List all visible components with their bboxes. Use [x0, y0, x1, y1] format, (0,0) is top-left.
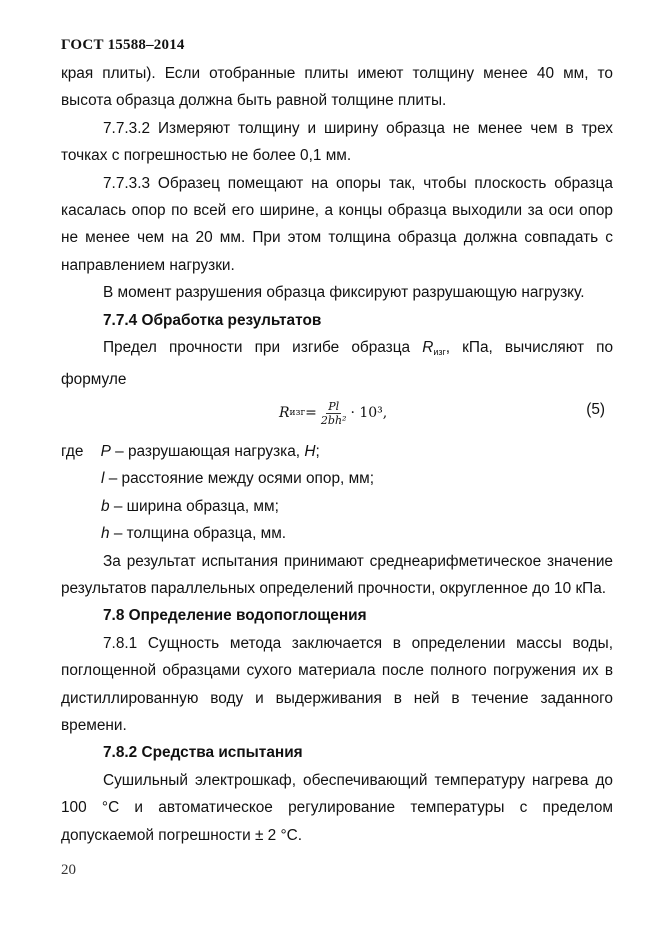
formula-number: (5) [586, 400, 605, 418]
intro-text-end: , кПа, вычисляют по формуле [61, 339, 613, 389]
page-header: ГОСТ 15588–2014 [61, 37, 185, 53]
intro-text: Предел прочности при изгибе образца [103, 339, 411, 357]
formula-numerator: Pl [328, 400, 340, 414]
formula-fraction [321, 400, 347, 427]
definition-h [61, 520, 613, 547]
formula-block [61, 394, 613, 438]
definition-l [61, 465, 613, 492]
formula-equals: = [305, 404, 317, 421]
def-symbol-p: P [100, 442, 111, 460]
section-heading-7-8-2: 7.8.2 Средства испытания [103, 744, 303, 762]
paragraph-strength-formula-intro [61, 334, 613, 394]
paragraph-7-7-3-3: 7.7.3.3 Образец помещают на опоры так, чтобы плоскость образца касалась опор по всей его ширине, а концы образца выходили за оси опор не менее чем на 20 мм. При этом толщина образца должна совпадать с направлением нагрузки. [61, 174, 613, 274]
paragraph-7-8-1: 7.8.1 Сущность метода заключается в определении массы воды, поглощенной образцами сухого материала после полного погружения их в дистиллированную воду и выдерживания в ней в течение заданного времени. [61, 634, 613, 734]
def-text-b: – ширина образца, мм; [109, 497, 279, 515]
symbol-r: R [422, 339, 434, 357]
symbol-r-subscript: изг [433, 347, 446, 358]
formula-denominator: 2bh² [320, 414, 347, 428]
def-symbol-b: b [101, 497, 110, 515]
where-label: где [61, 442, 84, 460]
def-unit-p: Н [304, 442, 316, 460]
formula-comma: , [382, 404, 388, 421]
def-text-h: – толщина образца, мм. [109, 525, 287, 543]
formula-multiplier: · 10³ [350, 404, 383, 421]
paragraph-7-7-3-2: 7.7.3.2 Измеряют толщину и ширину образца не менее чем в трех точках с погрешностью не более 0,1 мм. [61, 119, 613, 165]
def-symbol-h: h [101, 525, 110, 543]
def-symbol-l: l [101, 470, 105, 488]
definition-p [61, 438, 613, 465]
section-heading-7-8: 7.8 Определение водопоглощения [103, 607, 367, 625]
paragraph-continuation: края плиты). Если отобранные плиты имеют толщину менее 40 мм, то высота образца должна быть равной толщине плиты. [61, 65, 613, 110]
paragraph-result: За результат испытания принимают среднеарифметическое значение результатов параллельных определений прочности, округленное до 10 кПа. [61, 552, 613, 597]
paragraph-drying-oven: Сушильный электрошкаф, обеспечивающий температуру нагрева до 100 °С и автоматическое регулирование температуры с пределом допускаемой погрешности ± 2 °С. [61, 771, 613, 844]
paragraph-failure-load: В момент разрушения образца фиксируют разрушающую нагрузку. [103, 284, 585, 302]
page-number: 20 [61, 862, 76, 878]
definition-b [61, 493, 613, 520]
formula-lhs-subscript: изг [289, 407, 306, 418]
def-end-p: ; [315, 442, 320, 460]
def-text-p: – разрушающая нагрузка, [110, 442, 305, 460]
def-text-l: – расстояние между осями опор, мм; [104, 470, 375, 488]
section-heading-7-7-4: 7.7.4 Обработка результатов [103, 311, 322, 329]
formula-lhs: R [279, 404, 290, 421]
formula-expression [279, 400, 387, 427]
document-body [61, 60, 613, 849]
